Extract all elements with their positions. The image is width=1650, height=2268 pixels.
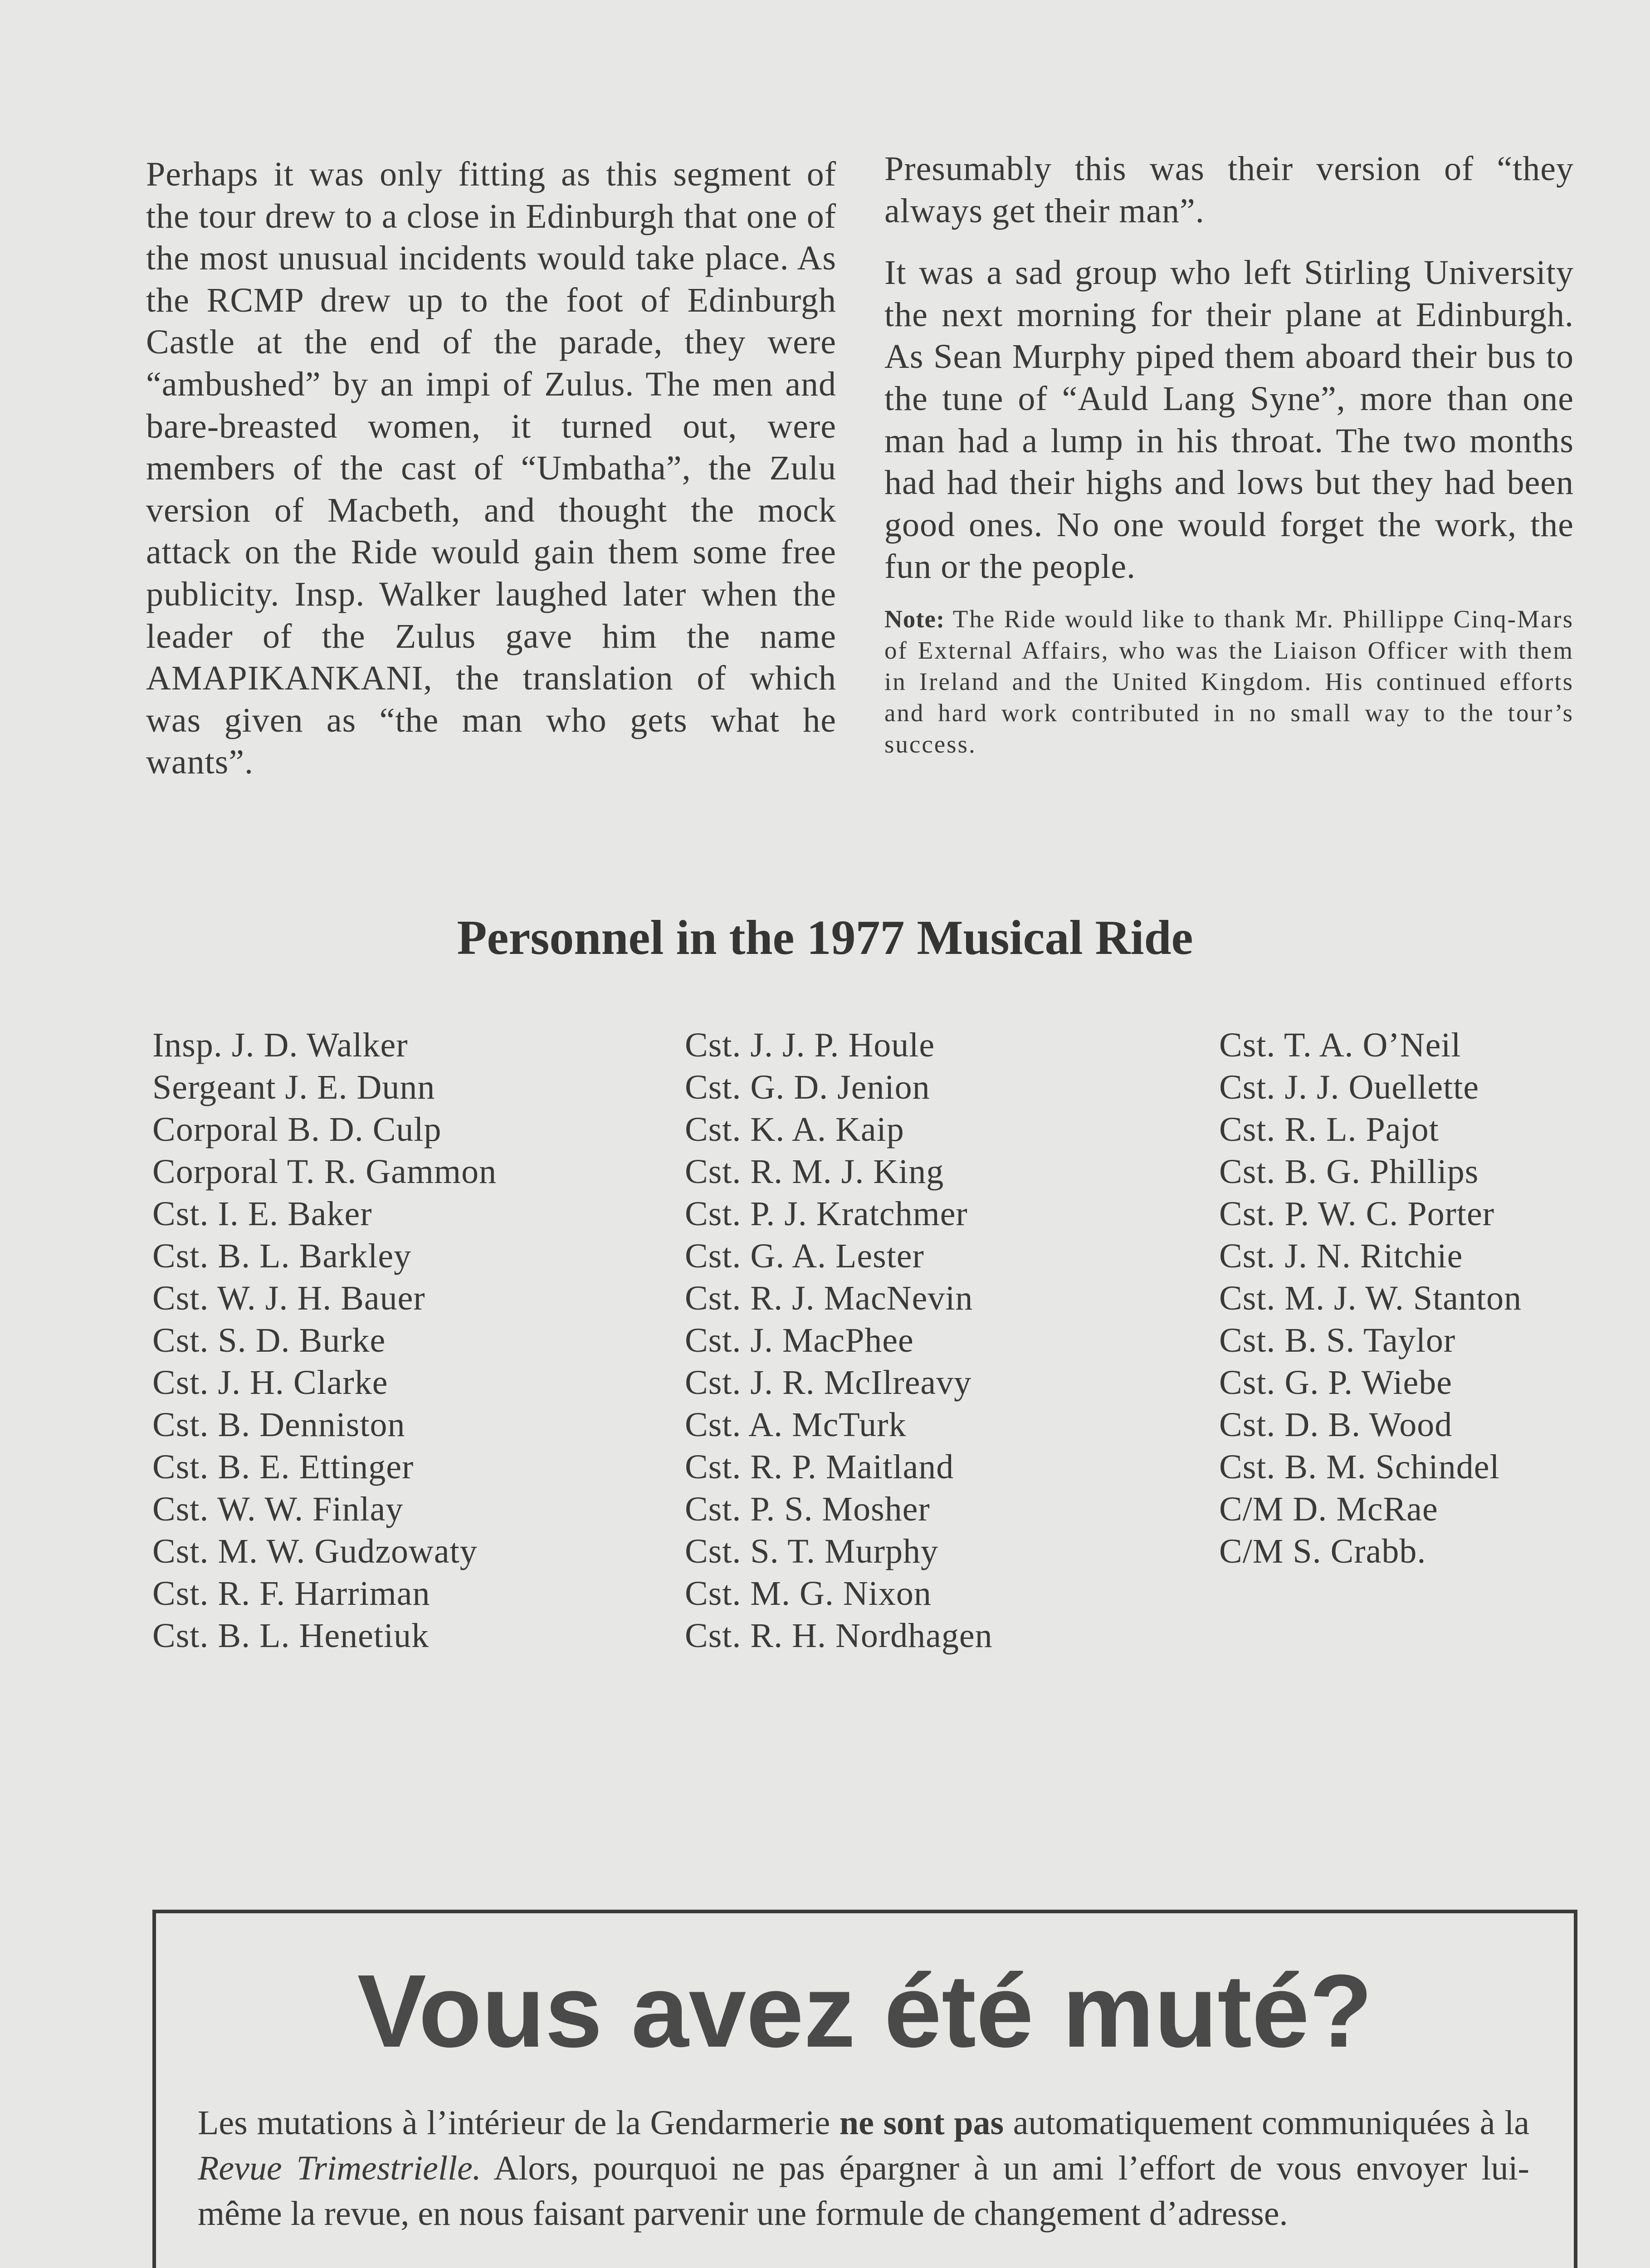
personnel-name: Cst. P. J. Kratchmer [685, 1195, 968, 1233]
personnel-list-column-1 [152, 1024, 497, 1657]
personnel-name: Cst. M. W. Gudzowaty [152, 1532, 478, 1570]
personnel-name: Cst. G. D. Jenion [685, 1068, 930, 1106]
personnel-name: Cst. S. T. Murphy [685, 1532, 938, 1570]
personnel-name: Cst. R. H. Nordhagen [685, 1617, 993, 1655]
personnel-name: Cst. S. D. Burke [152, 1321, 386, 1359]
personnel-name: Cst. J. J. Ouellette [1219, 1068, 1479, 1106]
personnel-name: Corporal B. D. Culp [152, 1110, 442, 1149]
personnel-name: C/M S. Crabb. [1219, 1532, 1426, 1570]
personnel-name: Cst. G. A. Lester [685, 1237, 924, 1275]
notice-text-part-3: Alors, pourquoi ne pas épargner à un ami l’effort de vous envoyer lui-même la revue, en nous faisant parvenir une formule de changement d’adresse. [198, 2149, 1529, 2233]
notice-text-part-2: automatiquement communiquées à la [1004, 2104, 1529, 2142]
personnel-name: Cst. B. M. Schindel [1219, 1448, 1500, 1486]
notice-text-bold: ne sont pas [839, 2104, 1004, 2142]
personnel-name: Cst. J. MacPhee [685, 1321, 914, 1359]
note-text: The Ride would like to thank Mr. Phillippe Cinq-Mars of External Affairs, who was the Liaison Officer with them in Ireland and the United Kingdom. His continued efforts and hard work contributed in no small way to the tour’s success. [884, 605, 1574, 758]
personnel-list-column-3 [1219, 1024, 1522, 1573]
personnel-name: Cst. R. F. Harriman [152, 1574, 430, 1613]
personnel-name: Insp. J. D. Walker [152, 1026, 408, 1064]
personnel-name: Corporal T. R. Gammon [152, 1153, 497, 1191]
personnel-name: Cst. J. N. Ritchie [1219, 1237, 1463, 1275]
personnel-list-column-2 [685, 1024, 993, 1657]
personnel-name: Cst. T. A. O’Neil [1219, 1026, 1461, 1064]
notice-title: Vous avez été muté? [357, 1954, 1373, 2069]
personnel-name: Cst. M. G. Nixon [685, 1574, 932, 1613]
personnel-name: Cst. P. W. C. Porter [1219, 1195, 1495, 1233]
personnel-name: Cst. B. G. Phillips [1219, 1153, 1479, 1191]
personnel-name: Cst. R. J. MacNevin [685, 1279, 973, 1317]
personnel-name: Cst. B. E. Ettinger [152, 1448, 414, 1486]
personnel-name: Cst. A. McTurk [685, 1406, 907, 1444]
personnel-name: Cst. B. L. Henetiuk [152, 1617, 430, 1655]
personnel-name: Cst. B. L. Barkley [152, 1237, 412, 1275]
personnel-name: Cst. R. L. Pajot [1219, 1110, 1439, 1149]
note-label: Note: [884, 605, 945, 633]
notice-text-part-1: Les mutations à l’intérieur de la Gendarmerie [198, 2104, 840, 2142]
personnel-name: Cst. D. B. Wood [1219, 1406, 1453, 1444]
notice-text-italic: Revue Trimestrielle. [198, 2149, 481, 2187]
acknowledgement-note [884, 603, 1574, 760]
personnel-name: Cst. R. P. Maitland [685, 1448, 954, 1486]
personnel-name: Cst. R. M. J. King [685, 1153, 944, 1191]
personnel-name: Sergeant J. E. Dunn [152, 1068, 435, 1106]
notice-body [198, 2100, 1529, 2236]
personnel-name: Cst. M. J. W. Stanton [1219, 1279, 1522, 1317]
personnel-name: Cst. P. S. Mosher [685, 1490, 930, 1528]
personnel-name: Cst. I. E. Baker [152, 1195, 372, 1233]
personnel-name: Cst. J. J. P. Houle [685, 1026, 935, 1064]
personnel-name: Cst. G. P. Wiebe [1219, 1364, 1453, 1402]
personnel-name: Cst. J. R. McIlreavy [685, 1364, 972, 1402]
article-paragraph-right-1: Presumably this was their version of “they always get their man”. [884, 150, 1574, 230]
personnel-name: Cst. W. J. H. Bauer [152, 1279, 425, 1317]
personnel-name: Cst. J. H. Clarke [152, 1364, 388, 1402]
personnel-name: C/M D. McRae [1219, 1490, 1438, 1528]
article-left-column [146, 153, 836, 783]
personnel-name: Cst. K. A. Kaip [685, 1110, 904, 1149]
personnel-name: Cst. B. Denniston [152, 1406, 405, 1444]
personnel-name: Cst. W. W. Finlay [152, 1490, 404, 1528]
change-of-address-notice [152, 1910, 1577, 2268]
article-paragraph-left: Perhaps it was only fitting as this segment of the tour drew to a close in Edinburgh that one of the most unusual incidents would take place. As the RCMP drew up to the foot of Edinburgh Castle at the end of the parade, they were “ambushed” by an impi of Zulus. The men and bare-breasted women, it turned out, were members of the cast of “Umbatha”, the Zulu version of Macbeth, and thought the mock attack on the Ride would gain them some free publicity. Insp. Walker laughed later when the leader of the Zulus gave him the name AMAPIKANKANI, the translation of which was given as “the man who gets what he wants”. [146, 155, 836, 782]
personnel-heading: Personnel in the 1977 Musical Ride [457, 911, 1193, 965]
article-right-column [884, 148, 1574, 785]
article-paragraph-right-2: It was a sad group who left Stirling University the next morning for their plane at Edinburgh. As Sean Murphy piped them aboard their bus to the tune of “Auld Lang Syne”, more than one man had a lump in his throat. The two months had had their highs and lows but they had been good ones. No one would forget the work, the fun or the people. [884, 254, 1574, 586]
personnel-name: Cst. B. S. Taylor [1219, 1321, 1456, 1359]
